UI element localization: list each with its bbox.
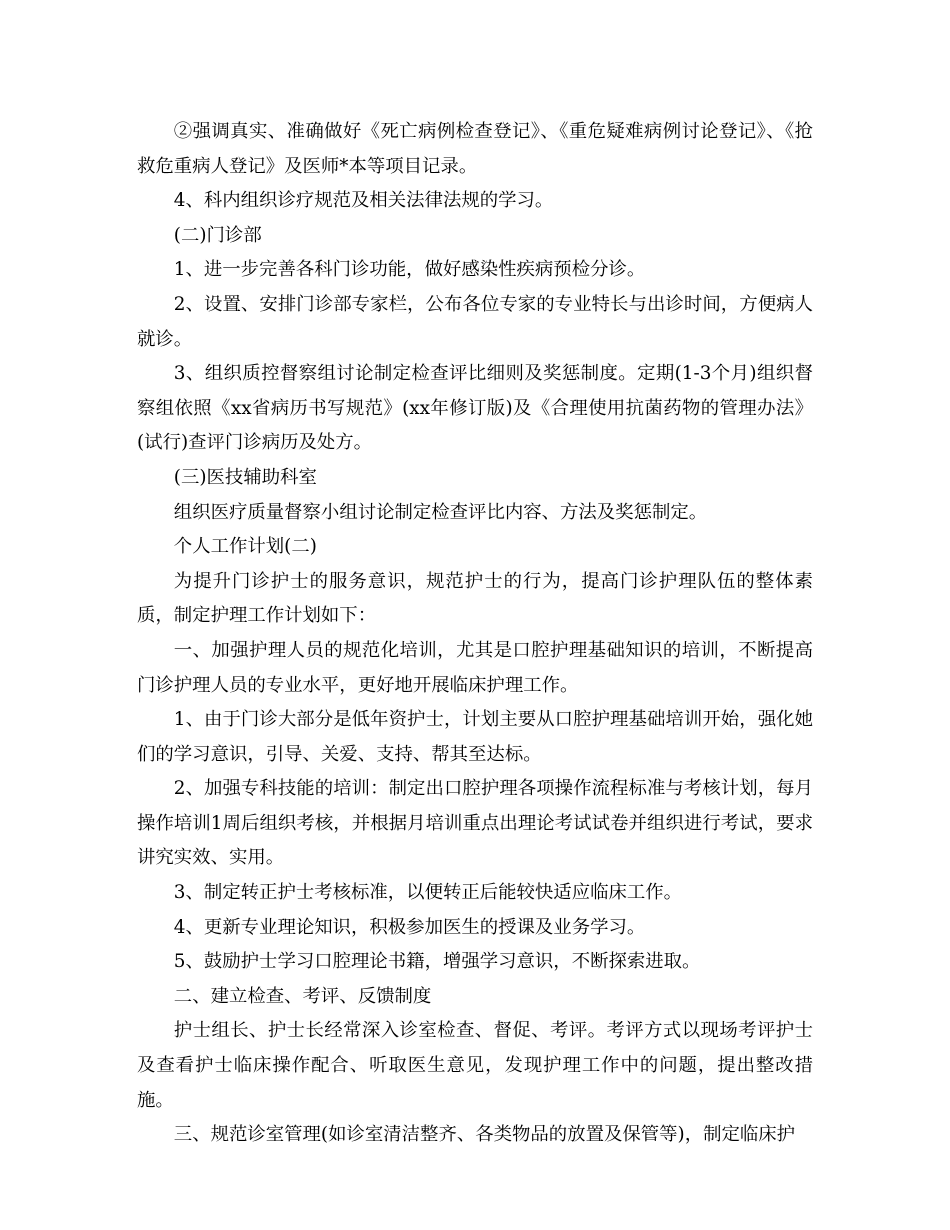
section-heading-outpatient: (二)门诊部 bbox=[173, 224, 262, 246]
paragraph-encourage-study: 5、鼓励护士学习口腔理论书籍，增强学习意识，不断探索进取。 bbox=[173, 951, 701, 973]
section-heading-personal-plan: 个人工作计划(二) bbox=[173, 536, 317, 558]
paragraph-training-heading: 一、加强护理人员的规范化培训，尤其是口腔护理基础知识的培训，不断提高门诊护理人员的专业水平，更好地开展临床护理工作。 bbox=[137, 639, 813, 696]
paragraph-assessment-standard: 3、制定转正护士考核标准，以便转正后能较快适应临床工作。 bbox=[173, 882, 683, 904]
paragraph-plan-intro: 为提升门诊护士的服务意识，规范护士的行为，提高门诊护理队伍的整体素质，制定护理工作计划如下： bbox=[137, 570, 813, 627]
paragraph-clinic-management: 三、规范诊室管理(如诊室清洁整齐、各类物品的放置及保管等)，制定临床护 bbox=[173, 1124, 796, 1146]
paragraph-death-case-records: ②强调真实、准确做好《死亡病例检查登记》、《重危疑难病例讨论登记》、《抢救危重病人登记》及医师*本等项目记录。 bbox=[137, 121, 813, 177]
paragraph-basic-training: 1、由于门诊大部分是低年资护士，计划主要从口腔护理基础培训开始，强化她们的学习意识，引导、关爱、支持、帮其至达标。 bbox=[137, 709, 813, 765]
section-heading-medical-tech: (三)医技辅助科室 bbox=[173, 466, 317, 488]
paragraph-regulations-study: 4、科内组织诊疗规范及相关法律法规的学习。 bbox=[173, 190, 554, 212]
paragraph-quality-supervision: 组织医疗质量督察小组讨论制定检查评比内容、方法及奖惩制定。 bbox=[173, 501, 708, 523]
paragraph-feedback-system: 二、建立检查、考评、反馈制度 bbox=[173, 985, 432, 1007]
paragraph-quality-inspection: 3、组织质控督察组讨论制定检查评比细则及奖惩制度。定期(1-3个月)组织督察组依照《xx省病历书写规范》(xx年修订版)及《合理使用抗菌药物的管理办法》(试行)查评门诊病历及处方。 bbox=[137, 363, 813, 454]
paragraph-theory-update: 4、更新专业理论知识，积极参加医生的授课及业务学习。 bbox=[173, 916, 646, 938]
paragraph-expert-column: 2、设置、安排门诊部专家栏，公布各位专家的专业特长与出诊时间，方便病人就诊。 bbox=[137, 293, 813, 350]
paragraph-skill-training: 2、加强专科技能的培训：制定出口腔护理各项操作流程标准与考核计划，每月操作培训1周后组织考核，并根据月培训重点出理论考试试卷并组织进行考试，要求讲究实效、实用。 bbox=[137, 778, 813, 869]
paragraph-inspection-method: 护士组长、护士长经常深入诊室检查、督促、考评。考评方式以现场考评护士及查看护士临床操作配合、听取医生意见，发现护理工作中的问题，提出整改措施。 bbox=[137, 1020, 813, 1111]
paragraph-outpatient-function: 1、进一步完善各科门诊功能，做好感染性疾病预检分诊。 bbox=[173, 259, 646, 281]
